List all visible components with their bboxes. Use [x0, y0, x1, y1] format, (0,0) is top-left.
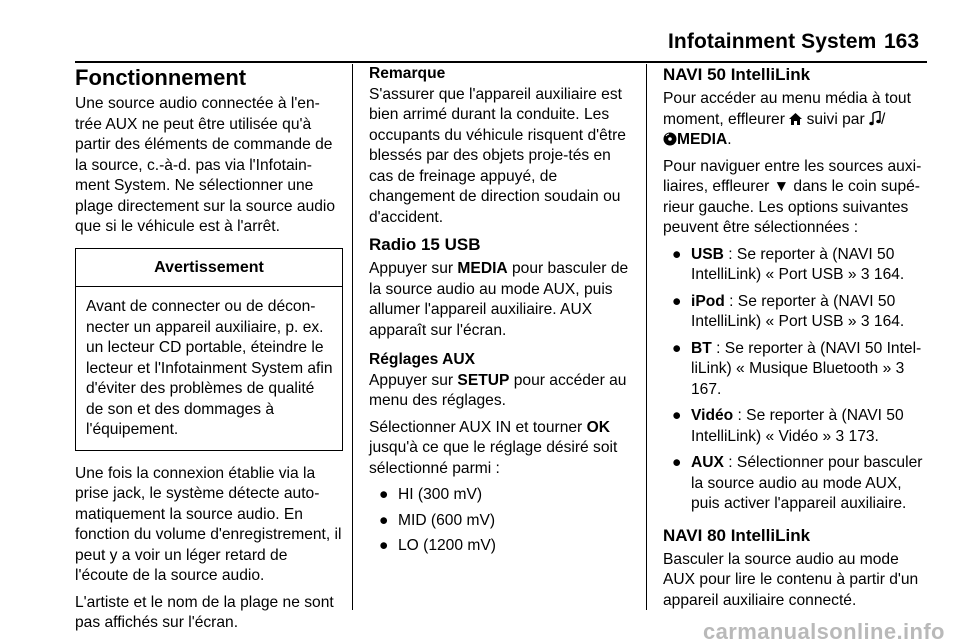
section-heading-navi80: NAVI 80 IntelliLink [663, 525, 811, 545]
section-heading-navi50: NAVI 50 IntelliLink [663, 65, 811, 84]
music-note-icon [869, 111, 881, 128]
column-3 [663, 64, 929, 617]
section-heading-fonctionnement: Fonctionnement [75, 65, 247, 90]
paragraph: Pour accéder au menu média à tout moment, effleurer suivi par / MEDIA. [663, 90, 911, 148]
column-divider-2 [646, 64, 647, 610]
triangle-down-icon: ▼ [773, 178, 790, 195]
setup-key: SETUP [457, 371, 510, 389]
options-list [663, 245, 929, 515]
note-heading: Remarque [369, 65, 446, 82]
warning-text: Avant de connecter ou de décon-necter un appareil auxiliaire, p. ex. un lecteur CD portable, éteindre le lecteur et l'Infotainment System afin d'éviter des problèmes de qualité de son et des dommages à l'équipement. [86, 298, 333, 438]
settings-heading: Réglages AUX [369, 351, 476, 368]
page-number: 163 [884, 30, 920, 53]
header-title: Infotainment System [668, 30, 877, 53]
column-1 [75, 64, 343, 640]
column-2 [369, 64, 635, 562]
warning-box [75, 248, 343, 451]
paragraph: L'artiste et le nom de la plage ne sont pas affichés sur l'écran. [75, 593, 334, 631]
media-key: MEDIA [457, 260, 508, 277]
list-item: ● AUX : Sélectionner pour basculer la source audio au mode AUX, puis activer l'appareil auxiliaire. [672, 454, 923, 512]
ok-key: OK [586, 418, 610, 436]
note-text: S'assurer que l'appareil auxiliaire est bien arrimé durant la conduite. Les occupants du véhicule risquent d'être blessés par des objets proje-tés en cas de freinage appuyé, de changement de direction soudain ou d'accident. [369, 85, 626, 226]
column-divider-1 [352, 64, 353, 610]
page-ref-arrow-icon: 3 [895, 360, 905, 377]
list-item: ● HI (300 mV) [379, 486, 483, 503]
list-item: ● MID (600 mV) [379, 511, 496, 529]
list-item: ● iPod : Se reporter à (NAVI 50 IntelliLink) « Port USB » 3 164. [672, 292, 905, 330]
list-item: ● USB : Se reporter à (NAVI 50 IntelliLink) « Port USB » 3 164. [672, 245, 905, 283]
watermark: carmanualsonline.info [703, 619, 945, 642]
page-ref-arrow-icon: 3 [835, 427, 845, 445]
paragraph: Une fois la connexion établie via la prise jack, le système détecte auto-matiquement la source audio. En fonction du volume d'enregistrement, il peut y a voir un léger retard de l'écoute de la source audio. [75, 464, 342, 584]
media-disc-icon [663, 131, 677, 148]
page-ref-arrow-icon: 3 [860, 313, 870, 330]
header-rule [75, 61, 927, 63]
page-ref-arrow-icon: 3 [860, 266, 870, 283]
list-item: ● LO (1200 mV) [379, 537, 496, 554]
level-list [369, 485, 635, 557]
list-item: ● Vidéo : Se reporter à (NAVI 50 IntelliLink) « Vidéo » 3 173. [672, 407, 904, 445]
paragraph: Basculer la source audio au mode AUX pour lire le contenu à partir d'un appareil auxiliaire connecté. [663, 550, 919, 609]
warning-title: Avertissement [76, 249, 342, 288]
paragraph: Appuyer sur SETUP pour accéder au menu des réglages. [369, 371, 627, 409]
paragraph: Appuyer sur MEDIA pour basculer de la source audio au mode AUX, puis allumer l'appareil auxiliaire. AUX apparaît sur l'écran. [369, 260, 629, 339]
paragraph: Une source audio connectée à l'en-trée AUX ne peut être utilisée qu'à partir des éléments de commande de la source, c.-à-d. pas via l'Infotain-ment System. Ne sélectionner une plage directement sur la source audio que si le véhicule est à l'arrêt. [75, 95, 336, 235]
paragraph: Sélectionner AUX IN et tourner OK jusqu'à ce que le réglage désiré soit sélectionné parmi : [369, 418, 618, 477]
section-heading-radio: Radio 15 USB [369, 235, 481, 254]
list-item: ● BT : Se reporter à (NAVI 50 Intel-liLink) « Musique Bluetooth » 3 167. [672, 339, 922, 398]
home-icon [789, 111, 802, 128]
paragraph: Pour naviguer entre les sources auxi-liaires, effleurer ▼ dans le coin supé-rieur gauche. Les options suivantes peuvent être sélectionnées : [663, 157, 922, 236]
